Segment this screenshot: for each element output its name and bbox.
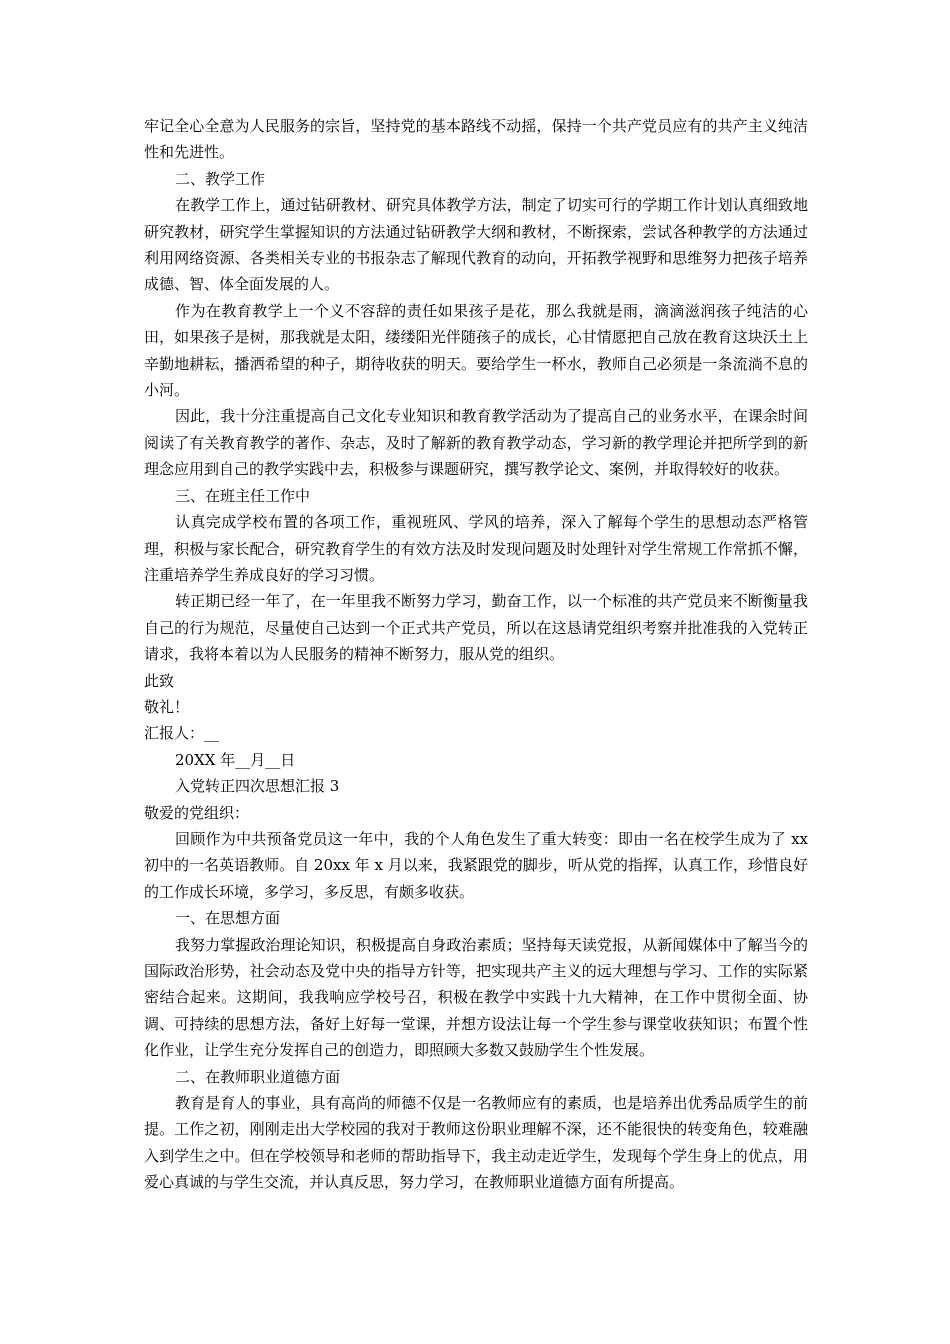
closing-salutation: 此致 — [144, 671, 175, 690]
closing-regards: 敬礼！ — [144, 697, 190, 716]
heading-ideology: 一、在思想方面 — [175, 909, 281, 928]
reporter-line: 汇报人：__ — [144, 724, 220, 743]
paragraph-professional-study: 因此，我十分注重提高自己文化专业知识和教育教学活动为了提高自己的业务水平，在课余时间阅读了有关教育教学的著作、杂志，及时了解新的教育教学动态，学习新的教学理论并把所学到的新理念应用到自己的教学实践中去，积极参与课题研究，撰写教学论文、案例，并取得较好的收获。 — [144, 407, 808, 479]
paragraph-party-purpose: 牢记全心全意为人民服务的宗旨，坚持党的基本路线不动摇，保持一个共产党员应有的共产主义纯洁性和先进性。 — [144, 117, 808, 162]
report-title: 入党转正四次思想汇报 3 — [175, 777, 340, 796]
date-line: 20XX 年__月__日 — [175, 750, 296, 769]
paragraph-teacher-ethics: 教育是育人的事业，具有高尚的师德不仅是一名教师应有的素质，也是培养出优秀品质学生的前提。工作之初，刚刚走出大学校园的我对于教师这份职业理解不深，还不能很快的转变角色，较难融入到学生之中。但在学校领导和老师的帮助指导下，我主动走近学生，发现每个学生身上的优点，用爱心真诚的与学生交流，并认真反思，努力学习，在教师职业道德方面有所提高。 — [144, 1094, 808, 1192]
report-greeting: 敬爱的党组织： — [144, 803, 250, 822]
heading-class-teacher-work: 三、在班主任工作中 — [175, 486, 311, 505]
paragraph-role-change: 回顾作为中共预备党员这一年中，我的个人角色发生了重大转变：即由一名在校学生成为了 xx 初中的一名英语教师。自 20xx 年 x 月以来，我紧跟党的脚步，听从党的指挥，认真工作，珍惜良好的工作成长环境，多学习，多反思，有颇多收获。 — [144, 829, 808, 901]
document-page — [144, 113, 808, 1196]
paragraph-political-study: 我努力掌握政治理论知识，积极提高自身政治素质；坚持每天读党报，从新闻媒体中了解当今的国际政治形势，社会动态及党中央的指导方针等，把实现共产主义的远大理想与学习、工作的实际紧密结合起来。这期间，我我响应学校号召，积极在教学中实践十九大精神，在工作中贯彻全面、协调、可持续的思想方法，备好上好每一堂课，并想方设法让每一个学生参与课堂收获知识；布置个性化作业，让学生充分发挥自己的创造力，即照顾大多数又鼓励学生个性发展。 — [144, 935, 808, 1060]
paragraph-class-management: 认真完成学校布置的各项工作，重视班风、学风的培养，深入了解每个学生的思想动态严格管理，积极与家长配合，研究教育学生的有效方法及时发现问题及时处理针对学生常规工作常抓不懈，注重培养学生养成良好的学习习惯。 — [144, 513, 808, 584]
paragraph-teaching-methods: 在教学工作上，通过钻研教材、研究具体教学方法，制定了切实可行的学期工作计划认真细致地研究教材，研究学生掌握知识的方法通过钻研教学大纲和教材，不断探索，尝试各种教学的方法通过利用网络资源、各类相关专业的书报杂志了解现代教育的动向，开拓教学视野和思维努力把孩子培养成德、智、体全面发展的人。 — [144, 196, 808, 294]
heading-teaching-work: 二、教学工作 — [175, 169, 266, 188]
paragraph-teacher-responsibility: 作为在教育教学上一个义不容辞的责任如果孩子是花，那么我就是雨，滴滴滋润孩子纯洁的心田，如果孩子是树，那我就是太阳，缕缕阳光伴随孩子的成长，心甘情愿把自己放在教育这块沃土上辛勤地耕耘，播洒希望的种子，期待收获的明天。要给学生一杯水，教师自己必须是一条流淌不息的小河。 — [144, 301, 808, 400]
paragraph-probation-request: 转正期已经一年了，在一年里我不断努力学习，勤奋工作，以一个标准的共产党员来不断衡量我自己的行为规范，尽量使自己达到一个正式共产党员，所以在这恳请党组织考察并批准我的入党转正请求，我将本着以为人民服务的精神不断努力，服从党的组织。 — [144, 592, 808, 664]
heading-professional-ethics: 二、在教师职业道德方面 — [175, 1067, 341, 1086]
